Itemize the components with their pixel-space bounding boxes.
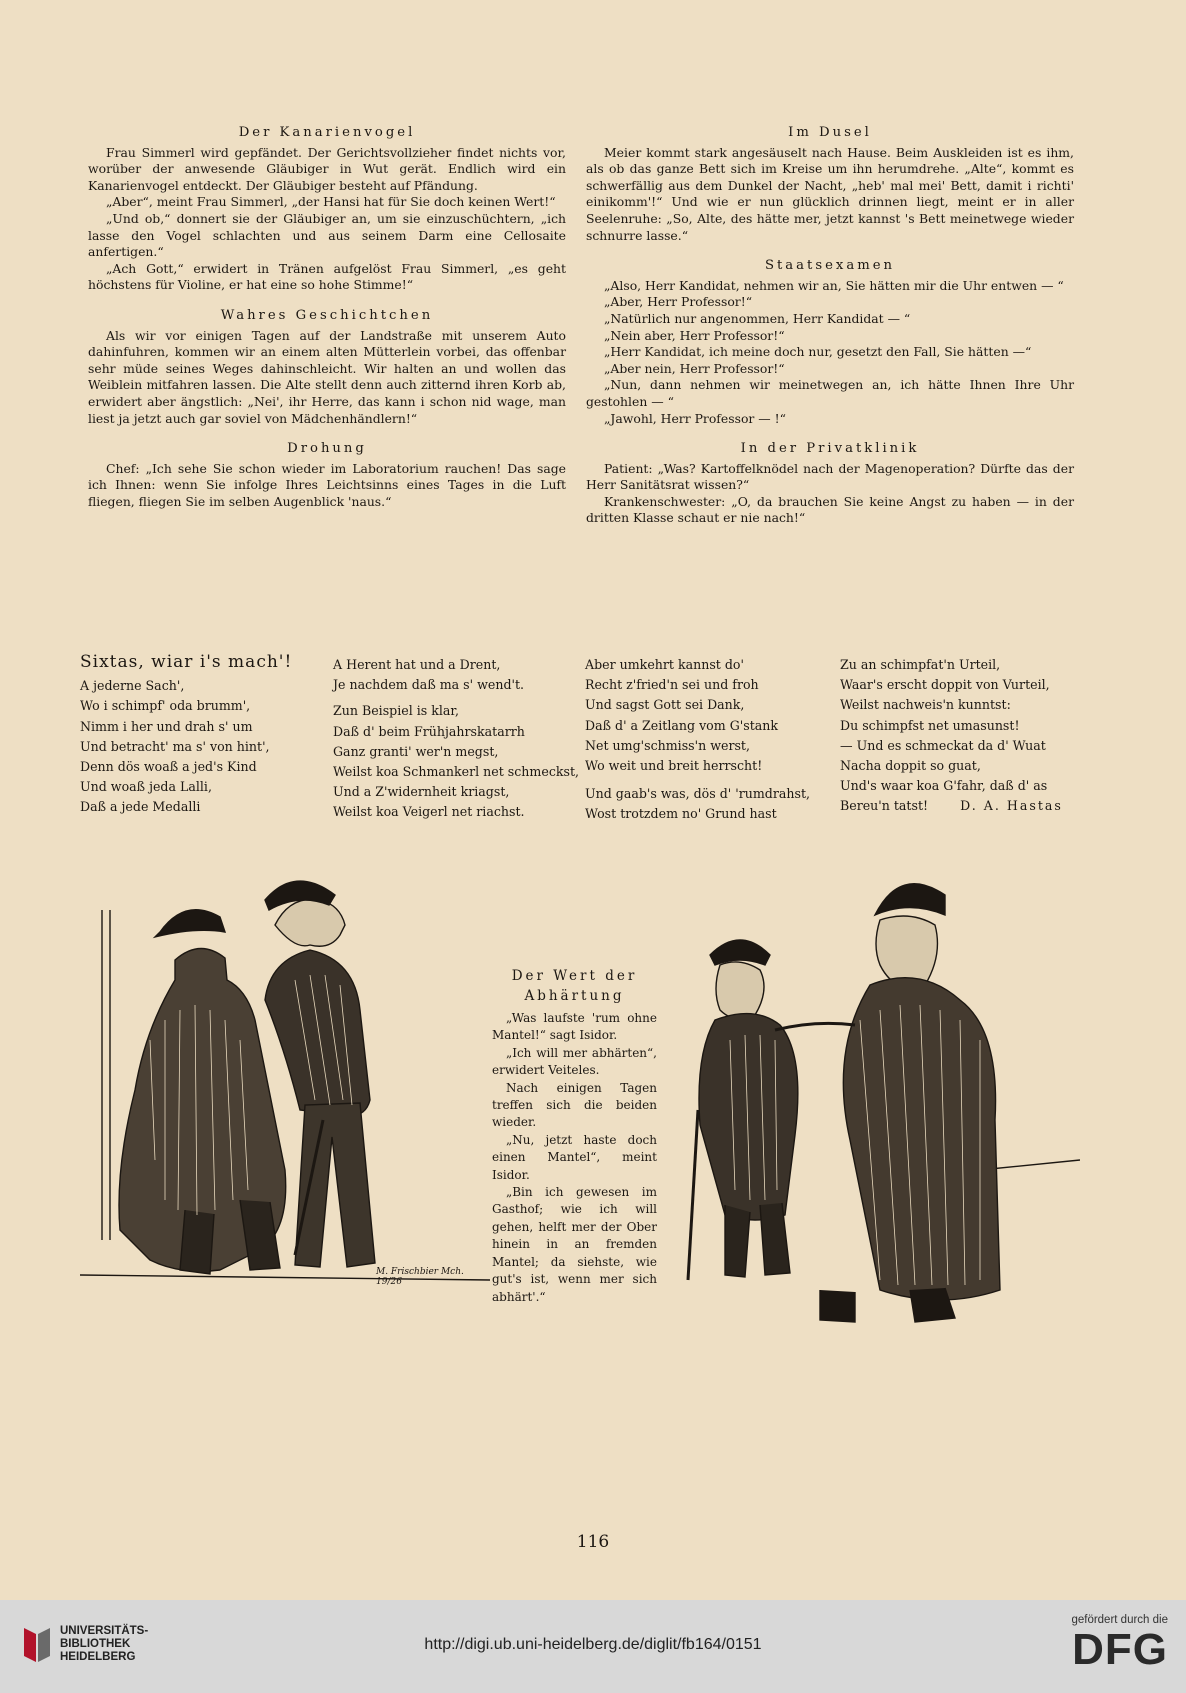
poem-line: Und betracht' ma s' von hint', — [80, 738, 270, 754]
article-privatklinik — [586, 441, 1074, 527]
poem-line: Zu an schimpfat'n Urteil, — [840, 657, 1001, 672]
article-paragraph: Chef: „Ich sehe Sie schon wieder im Laboratorium rauchen! Das sage ich Ihnen: wenn Sie infolge Ihres Leichtsinns eines Tages in die Luft fliegen, fliegen Sie im selben Augenblick 'naus.“ — [88, 460, 566, 509]
poem-line — [585, 776, 810, 784]
article-drohung — [88, 441, 566, 510]
poem-line: Daß a jede Medalli — [80, 799, 201, 815]
article-title: Wahres Geschichtchen — [220, 307, 434, 323]
poem-line: Recht z'fried'n sei und froh — [585, 677, 759, 693]
article-paragraph: „Natürlich nur angenommen, Herr Kandidat — “ — [604, 310, 911, 326]
article-im-dusel — [586, 125, 1074, 244]
poem-line: Waar's erscht doppit von Vurteil, — [840, 677, 1050, 693]
poem-title: Sixtas, wiar i's mach'! — [80, 652, 293, 672]
footer-bar — [0, 1600, 1186, 1693]
left-column — [88, 125, 566, 524]
poem-line: Nacha doppit so guat, — [840, 758, 981, 774]
article-paragraph: „Also, Herr Kandidat, nehmen wir an, Sie hätten mir die Uhr entwen — “ — [604, 277, 1064, 293]
poem-line: Und woaß jeda Lalli, — [80, 779, 212, 795]
article-paragraph: „Herr Kandidat, ich meine doch nur, gesetzt den Fall, Sie hätten —“ — [604, 344, 1032, 360]
article-paragraph: Als wir vor einigen Tagen auf der Landstraße mit unserem Auto dahinfuhren, kommen wir an einem alten Mütterlein vorbei, das offenbar sehr müde seines Weges dahinschleicht. Wir halten an und wollen das Weiblein mitfahren lassen. Die Alte stellt denn auch zitternd ihren Korb ab, erwidert aber ängstlich: „Nei', ihr Herre, das kann i schon nid wage, man liest ja jetzt auch gar soviel von Mädchenhändlern!“ — [88, 327, 566, 426]
poem-line: A Herent hat und a Drent, — [333, 657, 501, 672]
illustration-right — [680, 860, 1080, 1340]
poem-line: Daß d' beim Frühjahrskatarrh — [333, 723, 525, 739]
article-wahres-geschichtchen — [88, 308, 566, 427]
article-paragraph: Meier kommt stark angesäuselt nach Hause. Beim Auskleiden ist es ihm, als ob das ganze Bett sich im Kreise um ihn herumdrehe. „Alte“, kommt es schwerfällig aus dem Dunkel der Nacht, „heb' mal mei' Bett, damit i richti' einikomm'!“ Und wie er nun glücklich drinnen liegt, meint er in aller Seelenruhe: „So, Alte, des hätte mer, jetzt kannst 's Bett meinetwege wieder schnurre lasse.“ — [586, 144, 1074, 243]
article-paragraph: „Jawohl, Herr Professor — !“ — [604, 410, 786, 426]
caption-title-line-2: Abhärtung — [524, 988, 625, 1004]
poem-line: Weilst nachweis'n kunntst: — [840, 697, 1011, 713]
article-kanarienvogel — [88, 125, 566, 294]
caption-paragraph: Nach einigen Tagen treffen sich die beiden wieder. — [492, 1080, 657, 1130]
caption-title-line-1: Der Wert der — [511, 968, 638, 984]
article-paragraph: Patient: „Was? Kartoffelknödel nach der Magenoperation? Dürfte das der Herr Sanitätsrat wissen?“ — [586, 460, 1074, 493]
poem-line-text: Bereu'n tatst! — [840, 798, 929, 814]
library-name-line: BIBLIOTHEK — [60, 1637, 131, 1650]
article-paragraph: „Ach Gott,“ erwidert in Tränen aufgelöst Frau Simmerl, „es geht höchstens für Violine, er hat eine so hohe Stimme!“ — [88, 260, 566, 293]
right-column — [586, 125, 1074, 541]
poem-line: Zun Beispiel is klar, — [333, 703, 460, 719]
poem-line — [840, 796, 1063, 816]
poem-line: Und's waar koa G'fahr, daß d' as — [840, 778, 1048, 794]
poem-line: Und a Z'widernheit kriagst, — [333, 784, 510, 800]
poem-line: Weilst koa Schmankerl net schmeckst, — [333, 764, 580, 780]
source-url-link[interactable]: http://digi.ub.uni-heidelberg.de/diglit/fb164/0151 — [424, 1636, 762, 1653]
poem-line: Wo i schimpf' oda brumm', — [80, 698, 251, 714]
article-title: Staatsexamen — [764, 258, 896, 274]
poem-line: A jederne Sach', — [80, 678, 185, 694]
dfg-block[interactable] — [1071, 1614, 1168, 1674]
caption-paragraph: „Bin ich gewesen im Gasthof; wie ich will gehen, helft mer der Ober hinein in an fremden Mantel; da siehste, wie gut's ist, wenn mer sich abhärt'.“ — [492, 1185, 657, 1304]
article-paragraph: „Und ob,“ donnert sie der Gläubiger an, um sie einzuschüchtern, „ich lasse den Vogel schlachten und aus seinem Darm eine Cellosaite anfertigen.“ — [88, 210, 566, 260]
article-title: Der Kanarienvogel — [238, 125, 416, 140]
illustration-left — [80, 880, 490, 1290]
article-paragraph: Krankenschwester: „O, da brauchen Sie keine Angst zu haben — in der dritten Klasse schaut er nie nach!“ — [586, 493, 1074, 526]
caption-paragraph: „Was laufste 'rum ohne Mantel!“ sagt Isidor. — [492, 1011, 657, 1043]
illustration-signature: M. Frischbier Mch. 19/26 — [376, 1267, 464, 1287]
page-number: 116 — [576, 1532, 610, 1552]
poem-line: Du schimpfst net umasunst! — [840, 717, 1020, 733]
article-title: In der Privatklinik — [740, 441, 920, 457]
poem-line: Weilst koa Veigerl net riachst. — [333, 804, 525, 820]
funding-label: gefördert durch die — [1071, 1614, 1168, 1626]
article-paragraph: „Aber“, meint Frau Simmerl, „der Hansi hat für Sie doch keinen Wert!“ — [106, 194, 556, 210]
poem-column-2 — [333, 655, 579, 823]
article-title: Im Dusel — [788, 125, 872, 140]
article-paragraph: „Aber, Herr Professor!“ — [604, 294, 753, 310]
poem-column-4 — [840, 655, 1063, 817]
poem-line: Ganz granti' wer'n megst, — [333, 743, 499, 759]
poem-column-1 — [80, 652, 292, 818]
poem-line: Nimm i her und drah s' um — [80, 718, 253, 734]
article-paragraph: „Nein aber, Herr Professor!“ — [604, 327, 785, 343]
article-paragraph: Frau Simmerl wird gepfändet. Der Gerichtsvollzieher findet nichts vor, worüber der anwesende Gläubiger in Wut gerät. Endlich wird ein Kanarienvogel entdeckt. Der Gläubiger besteht auf Pfändung. — [88, 144, 566, 193]
caption-title — [492, 966, 657, 1006]
poem-line: Wo weit und breit herrscht! — [585, 758, 763, 774]
poem-line: Daß d' a Zeitlang vom G'stank — [585, 717, 779, 733]
poem-line: Net umg'schmiss'n werst, — [585, 737, 750, 753]
poem-line: — Und es schmeckat da d' Wuat — [840, 737, 1046, 753]
poem-line: Wost trotzdem no' Grund hast — [585, 806, 777, 822]
library-name-line: UNIVERSITÄTS- — [60, 1624, 149, 1637]
poem-line: Und gaab's was, dös d' 'rumdrahst, — [585, 786, 811, 802]
poem-line: Und sagst Gott sei Dank, — [585, 697, 745, 713]
article-paragraph: „Nun, dann nehmen wir meinetwegen an, ich hätte Ihnen Ihre Uhr gestohlen — “ — [586, 377, 1074, 409]
poem-signature: D. A. Hastas — [960, 798, 1063, 814]
poem-line: Je nachdem daß ma s' wend't. — [333, 677, 525, 693]
article-paragraph: „Aber nein, Herr Professor!“ — [604, 360, 785, 376]
dfg-logo: DFG — [1072, 1625, 1168, 1674]
article-staatsexamen — [586, 258, 1074, 427]
poem-column-3 — [585, 655, 810, 825]
poem-line: Aber umkehrt kannst do' — [585, 657, 744, 672]
poem-line: Denn dös woaß a jed's Kind — [80, 759, 257, 775]
library-name-line: HEIDELBERG — [60, 1650, 136, 1663]
article-title: Drohung — [287, 441, 367, 457]
caption-wert-der-abhaertung — [492, 966, 657, 1306]
caption-paragraph: „Ich will mer abhärten“, erwidert Veiteles. — [492, 1045, 657, 1078]
caption-paragraph: „Nu, jetzt haste doch einen Mantel“, meint Isidor. — [492, 1132, 657, 1182]
